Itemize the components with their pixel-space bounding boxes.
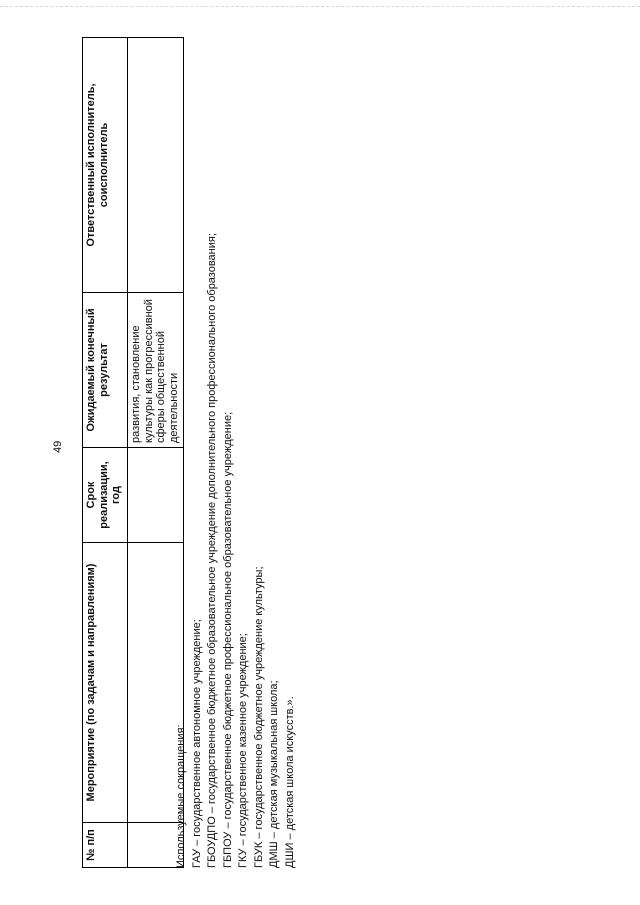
abbreviation-item: ДМШ – детская музыкальная школа;	[268, 680, 280, 868]
abbreviation-item: ДШИ – детская школа искусств.».	[283, 696, 296, 868]
scan-artifact-line	[0, 6, 640, 17]
abbreviation-item: ГБПОУ – государственное бюджетное профессиональное образовательное учреждение;	[221, 411, 234, 868]
page-number: 49	[52, 440, 64, 453]
header-event: Мероприятие (по задачам и направлениям)	[83, 543, 128, 823]
header-term: Срок реализации, год	[83, 448, 128, 543]
abbreviation-item: ГБУК – государственное бюджетное учреждение культуры;	[252, 566, 265, 868]
abbreviation-item: ГБОУДПО – государственное бюджетное образовательное учреждение дополнительного профессионального образования;	[206, 233, 218, 868]
header-num: № п/п	[83, 823, 128, 868]
abbreviations-title: Используемые сокращения:	[175, 724, 187, 868]
abbreviations-block	[174, 38, 298, 868]
table-header-row	[83, 38, 128, 868]
abbreviation-item: ГАУ – государственное автономное учреждение;	[190, 619, 203, 868]
header-result: Ожидаемый конечный результат	[83, 293, 128, 448]
measures-table	[82, 37, 184, 868]
abbreviation-item: ГКУ – государственное казенное учреждение;	[237, 633, 249, 868]
rotated-page	[52, 38, 640, 868]
header-executor: Ответственный исполнитель, соисполнитель	[83, 38, 128, 293]
cell-result: развития, становление культуры как прогрессивной сферы общественной деятельности	[128, 293, 184, 448]
